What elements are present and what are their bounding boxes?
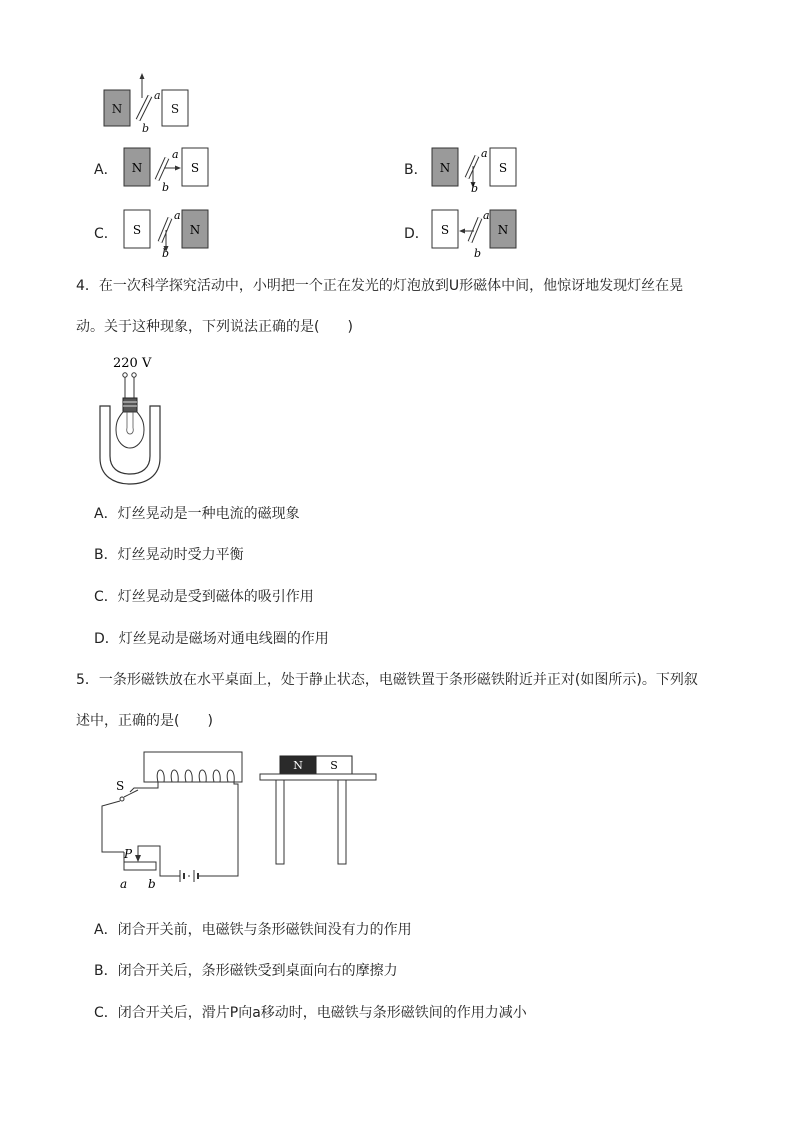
- end-a-label: a: [174, 209, 181, 222]
- table-leg-left: [276, 780, 284, 864]
- q3-option-a-letter[interactable]: A．: [94, 162, 118, 178]
- conductor-rod: [470, 218, 480, 242]
- motion-arrow-up: [140, 73, 145, 98]
- magnet-right-label: N: [497, 223, 509, 237]
- q5-stem-line2: 述中，正确的是( ): [76, 713, 213, 729]
- magnet-left-label: N: [439, 161, 451, 175]
- magnet-right-label: S: [170, 102, 180, 116]
- magnet-right-label: S: [190, 161, 200, 175]
- q3-option-d-letter[interactable]: D．: [404, 226, 429, 242]
- q3-option-b-figure[interactable]: [428, 144, 524, 194]
- end-b-label: b: [474, 247, 482, 258]
- motion-arrow-right: [164, 166, 181, 171]
- q5-circuit-figure: [94, 744, 394, 896]
- q5-option-a[interactable]: A．闭合开关前，电磁铁与条形磁铁间没有力的作用: [94, 922, 412, 938]
- magnet-left-label: S: [440, 223, 450, 237]
- q4-option-a[interactable]: A．灯丝晃动是一种电流的磁现象: [94, 506, 300, 522]
- end-a-label: a: [481, 147, 488, 160]
- switch: [116, 779, 138, 801]
- slider-p-arrow: [135, 855, 141, 862]
- bar-magnet-s-label: S: [330, 759, 338, 772]
- q4-stem-line1: 4．在一次科学探究活动中，小明把一个正在发光的灯泡放到U形磁体中间，他惊讶地发现灯丝在晃: [76, 278, 684, 294]
- rheostat-end-a: a: [120, 877, 128, 891]
- q3-main-figure: [100, 72, 200, 134]
- conductor-rod: [467, 156, 477, 178]
- end-b-label: b: [162, 181, 170, 194]
- conductor-rod: [138, 96, 150, 120]
- battery: [174, 870, 202, 882]
- conductor-rod: [160, 218, 170, 242]
- q5-option-c[interactable]: C．闭合开关后，滑片P向a移动时，电磁铁与条形磁铁间的作用力减小: [94, 1005, 527, 1021]
- q3-option-c-figure[interactable]: [120, 206, 216, 258]
- rheostat-end-b: b: [148, 877, 156, 891]
- q4-option-c[interactable]: C．灯丝晃动是受到磁体的吸引作用: [94, 589, 314, 605]
- q4-stem-line2: 动。关于这种现象，下列说法正确的是( ): [76, 319, 353, 335]
- magnet-right-label: S: [498, 161, 508, 175]
- end-a-label: a: [172, 148, 179, 161]
- q4-bulb-magnet-figure: [96, 352, 172, 488]
- q3-option-c-letter[interactable]: C．: [94, 226, 118, 242]
- q3-option-b-letter[interactable]: B．: [404, 162, 428, 178]
- end-b-label: b: [471, 182, 479, 194]
- magnet-left-label: N: [111, 102, 123, 116]
- switch-label: S: [116, 779, 125, 793]
- slider-p-label: P: [124, 847, 133, 861]
- q4-option-d[interactable]: D．灯丝晃动是磁场对通电线圈的作用: [94, 631, 329, 647]
- voltage-label: 220 V: [113, 356, 152, 371]
- magnet-right-label: N: [189, 223, 201, 237]
- conductor-rod: [157, 158, 167, 180]
- q5-option-b[interactable]: B．闭合开关后，条形磁铁受到桌面向右的摩擦力: [94, 963, 398, 979]
- table-leg-right: [338, 780, 346, 864]
- q4-option-b[interactable]: B．灯丝晃动时受力平衡: [94, 547, 244, 563]
- end-b-label: b: [162, 247, 170, 258]
- bar-magnet-n-label: N: [293, 759, 303, 772]
- bulb-glass: [116, 412, 144, 448]
- magnet-left-label: N: [131, 161, 143, 175]
- end-a-label: a: [154, 89, 161, 102]
- rheostat: [124, 862, 156, 870]
- end-a-label: a: [483, 209, 490, 222]
- q3-option-a-figure[interactable]: [120, 144, 216, 194]
- q5-stem-line1: 5．一条形磁铁放在水平桌面上，处于静止状态，电磁铁置于条形磁铁附近并正对(如图所示)。下列叙: [76, 672, 698, 688]
- magnet-left-label: S: [132, 223, 142, 237]
- end-b-label: b: [142, 122, 150, 134]
- q3-option-d-figure[interactable]: [428, 206, 524, 258]
- table-top: [260, 774, 376, 780]
- slider-p-wire: [138, 846, 174, 876]
- bulb-base: [123, 398, 137, 412]
